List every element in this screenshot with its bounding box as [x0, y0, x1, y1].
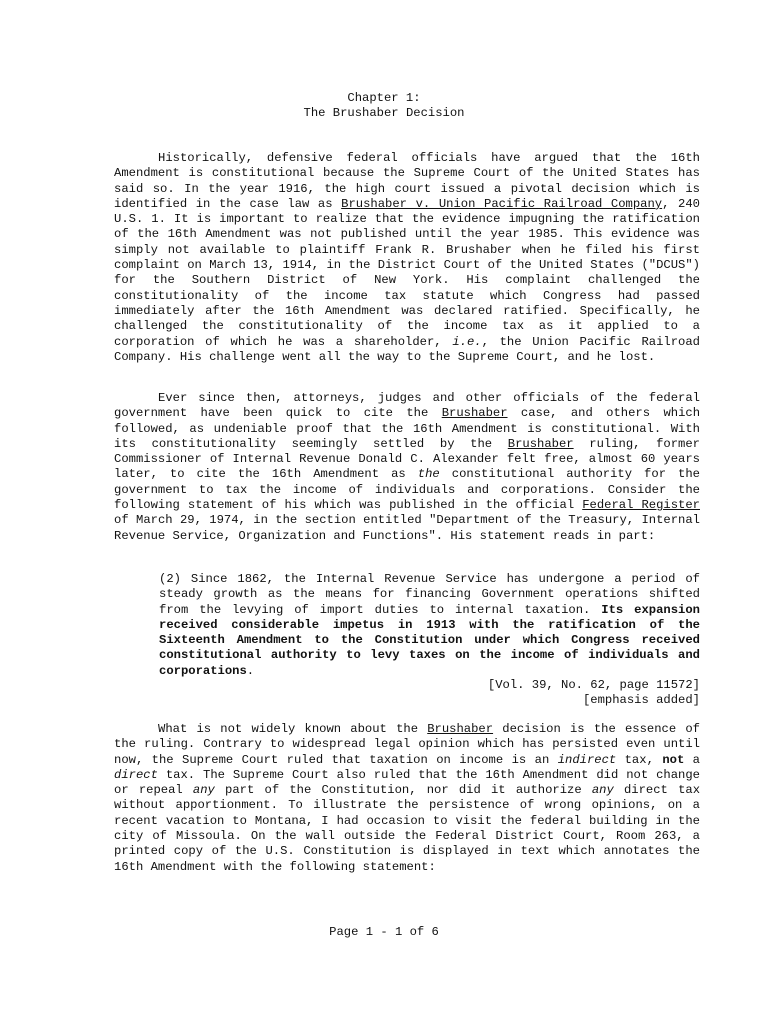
publication-ref: Federal Register	[582, 498, 700, 513]
text: decision is the essence of the ruling. Contrary to widespread legal opinion which has persisted even until now, the Supreme Court ruled that taxation on income is an	[114, 722, 700, 767]
text: direct tax without apportionment. To illustrate the persistence of wrong opinions, on a recent vacation to Montana, I had occasion to visit the federal building in the city of Missoula. On the wall outside the Federal District Court, Room 263, a printed copy of the U.S. Constitution is displayed in text which annotates the 16th Amendment with the following statement:	[114, 783, 701, 874]
emphasis-note: [emphasis added]	[582, 693, 700, 707]
text: , 240 U.S. 1. It is important to realize that the evidence impugning the ratification of the 16th Amendment was not published until the year 1985. This evidence was simply not available to plaintiff Frank R. Brushaber when he filed his first complaint on March 13, 1914, in the District Court of the United States ("DCUS") for the Southern District of New York. His complaint challenged the constitutionality of the income tax statute which Congress had passed immediately after the 16th Amendment was declared ratified. Specifically, he challenged the constitutionality of the income tax as it applied to a corporation of which he was a shareholder,	[114, 196, 700, 349]
page-footer: Page 1 - 1 of 6	[329, 925, 439, 939]
text: Ever since then, attorneys, judges and other officials of the federal government have been quick to cite the	[114, 391, 700, 421]
paragraph-2	[114, 391, 700, 544]
quote-end: .	[246, 663, 255, 678]
text: , the Union Pacific Railroad Company. His challenge went all the way to the Supreme Court, and he lost.	[114, 334, 700, 364]
emphasis: not	[662, 752, 685, 767]
text: tax,	[616, 752, 663, 767]
text: a	[684, 752, 700, 767]
emphasis: any	[591, 783, 614, 798]
quote-citation: [Vol. 39, No. 62, page 11572]	[487, 678, 700, 692]
emphasis: any	[192, 783, 215, 798]
text: Historically, defensive federal officials have argued that the 16th Amendment is constitutional because the Supreme Court of the United States has said so. In the year 1916, the high court issued a pivotal decision which is identified in the case law as	[114, 151, 700, 211]
block-quote	[159, 572, 700, 679]
emphasis: the	[417, 467, 440, 482]
quote-emphasis: Its expansion received considerable impetus in 1913 with the ratification of the Sixteenth Amendment to the Constitution under which Congress received constitutional authority to levy taxes on the income of individuals and corporations	[159, 602, 700, 678]
text: case, and others which followed, as undeniable proof that the 16th Amendment is constitutional. With its constitutionality seemingly settled by the	[114, 406, 701, 451]
case-ref: Brushaber	[427, 722, 494, 736]
paragraph-1	[114, 151, 700, 365]
text: ruling, former Commissioner of Internal Revenue Donald C. Alexander felt free, almost 60 years later, to cite the 16th Amendment as	[114, 436, 700, 482]
text: of March 29, 1974, in the section entitled "Department of the Treasury, Internal Revenue Service, Organization and Functions". His statement reads in part:	[114, 513, 700, 543]
case-ref: Brushaber	[507, 436, 574, 451]
quote-text: (2) Since 1862, the Internal Revenue Service has undergone a period of steady growth as the means for financing Government operations shifted from the levying of import duties to internal taxation.	[159, 572, 700, 617]
text: What is not widely known about the	[158, 722, 428, 736]
paragraph-3	[114, 722, 700, 875]
chapter-title: The Brushaber Decision	[303, 106, 465, 120]
emphasis: direct	[114, 767, 158, 782]
text: part of the Constitution, nor did it authorize	[214, 783, 592, 798]
text: tax. The Supreme Court also ruled that the 16th Amendment did not change or repeal	[114, 767, 700, 798]
case-ref: Brushaber	[441, 406, 508, 421]
case-citation: Brushaber v. Union Pacific Railroad Company	[341, 196, 663, 211]
chapter-label: Chapter 1:	[347, 91, 421, 105]
text: constitutional authority for the government to tax the income of individuals and corporations. Consider the following statement of his which was published in the official	[114, 467, 700, 513]
ie-abbrev: i.e.	[452, 334, 482, 349]
emphasis: indirect	[557, 752, 617, 767]
